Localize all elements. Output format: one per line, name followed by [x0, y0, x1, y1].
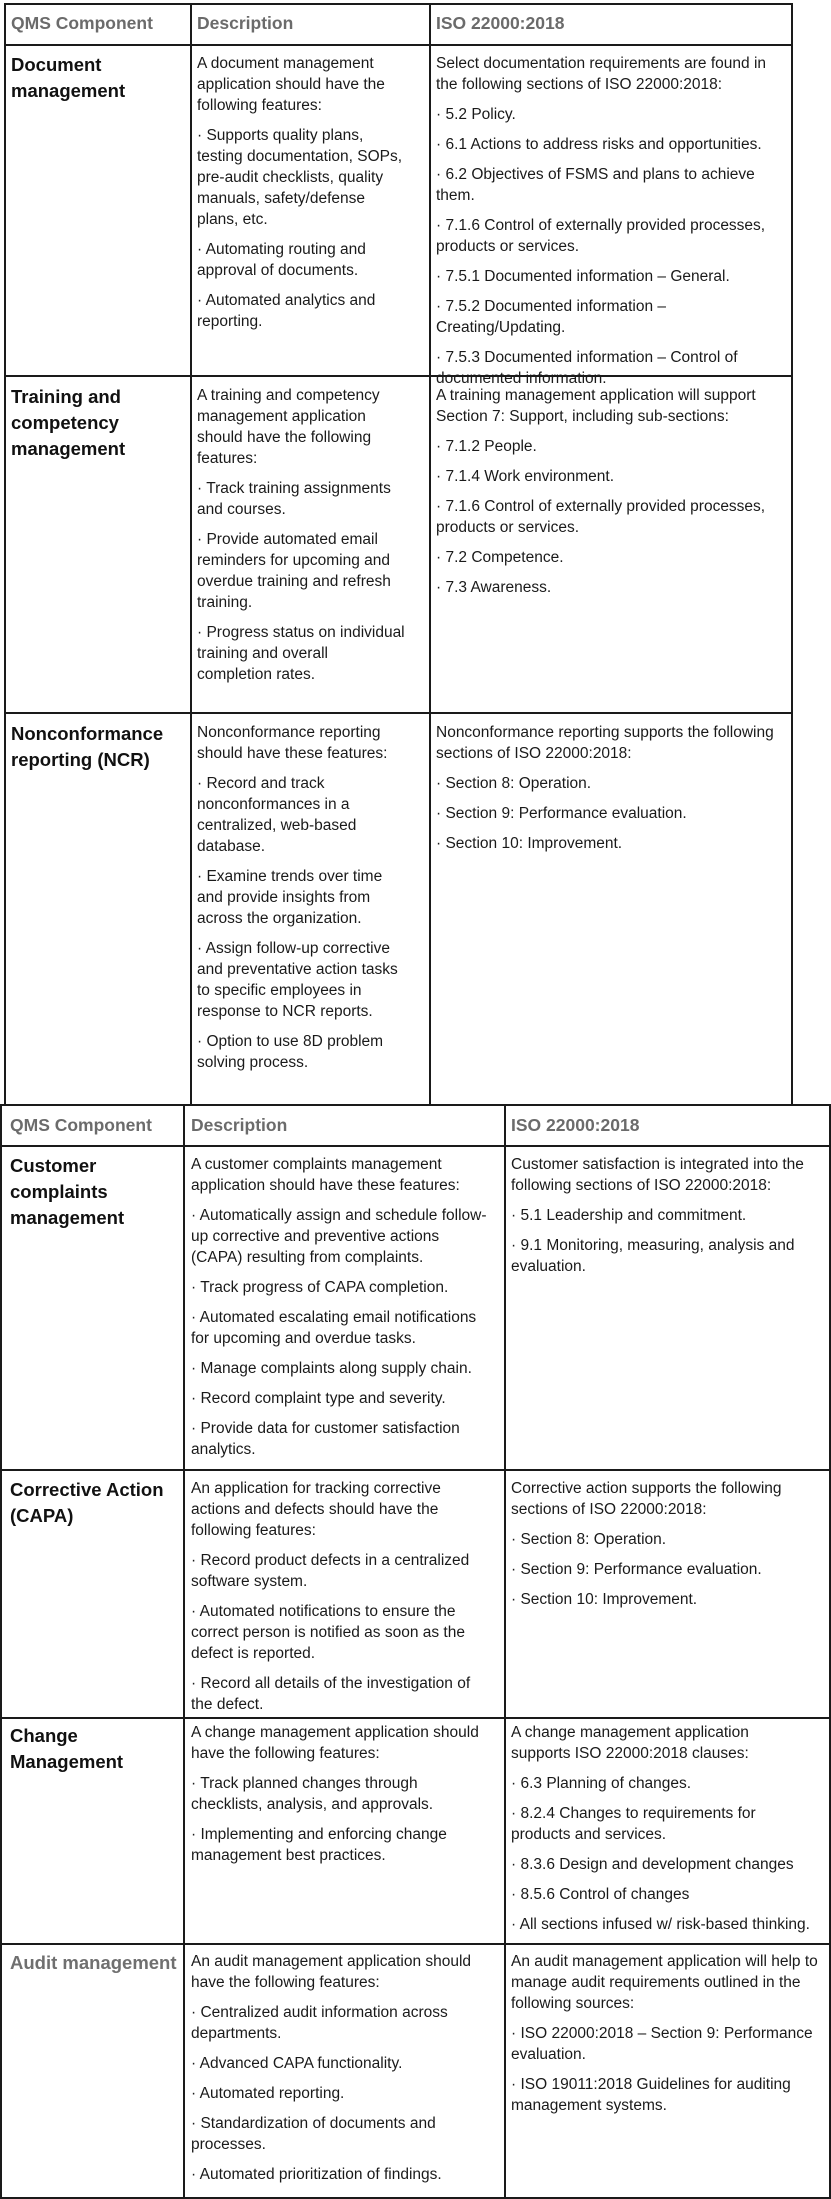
- description-bullet: · Progress status on individual training and overall completion rates.: [197, 624, 405, 683]
- description-bullet: · Automatically assign and schedule follow-up corrective and preventive actions (CAPA) resulting from complaints.: [191, 1207, 487, 1266]
- component-training-competency: Training and competency management: [11, 386, 126, 459]
- description-bullet: · Option to use 8D problem solving process.: [197, 1033, 384, 1071]
- iso-text: Nonconformance reporting supports the following sections of ISO 22000:2018:: [436, 724, 774, 762]
- iso-bullet: · 7.1.6 Control of externally provided processes, products or services.: [436, 498, 766, 536]
- iso-bullet: · Section 8: Operation.: [436, 775, 592, 792]
- description-cell: [197, 53, 425, 341]
- component-customer-complaints: Customer complaints management: [10, 1155, 125, 1228]
- iso-cell: [511, 1722, 827, 1944]
- iso-bullet: · ISO 22000:2018 – Section 9: Performance evaluation.: [511, 2025, 813, 2063]
- description-bullet: · Manage complaints along supply chain.: [191, 1360, 472, 1377]
- iso-bullet: · 7.5.3 Documented information – Control of documented information.: [436, 349, 738, 387]
- header-iso: ISO 22000:2018: [436, 13, 565, 33]
- table-rule: [0, 1145, 831, 1147]
- iso-bullet: · 6.2 Objectives of FSMS and plans to achieve them.: [436, 166, 755, 204]
- description-bullet: · Record product defects in a centralized software system.: [191, 1552, 470, 1590]
- iso-cell: [436, 385, 788, 607]
- iso-bullet: · 7.1.6 Control of externally provided processes, products or services.: [436, 217, 766, 255]
- component-document-management: Document management: [11, 54, 126, 101]
- iso-cell: [511, 1951, 827, 2125]
- component-corrective-action: Corrective Action (CAPA): [10, 1479, 164, 1526]
- description-bullet: · Advanced CAPA functionality.: [191, 2055, 403, 2072]
- table-rule: [504, 1104, 506, 2198]
- iso-cell: [511, 1154, 827, 1286]
- description-bullet: · Record all details of the investigation of the defect.: [191, 1675, 471, 1713]
- description-bullet: · Automated escalating email notifications for upcoming and overdue tasks.: [191, 1309, 477, 1347]
- iso-cell: [511, 1478, 827, 1619]
- component-nonconformance: Nonconformance reporting (NCR): [11, 723, 164, 770]
- description-bullet: · Provide data for customer satisfaction analytics.: [191, 1420, 460, 1458]
- description-bullet: · Track planned changes through checklists, analysis, and approvals.: [191, 1775, 434, 1813]
- header-qms-component: QMS Component: [11, 13, 153, 33]
- header-qms-component: QMS Component: [10, 1115, 152, 1135]
- iso-bullet: · Section 10: Improvement.: [511, 1591, 698, 1608]
- description-bullet: · Centralized audit information across departments.: [191, 2004, 448, 2042]
- description-bullet: · Track training assignments and courses.: [197, 480, 391, 518]
- iso-bullet: · 8.2.4 Changes to requirements for products and services.: [511, 1805, 756, 1843]
- iso-text: Corrective action supports the following sections of ISO 22000:2018:: [511, 1480, 782, 1518]
- iso-bullet: · 5.2 Policy.: [436, 106, 516, 123]
- table-rule: [0, 1469, 831, 1471]
- iso-bullet: · All sections infused w/ risk-based thinking.: [511, 1916, 810, 1933]
- iso-cell: [436, 722, 788, 863]
- iso-text: Select documentation requirements are found in the following sections of ISO 22000:2018:: [436, 55, 767, 93]
- table-rule: [791, 3, 793, 1104]
- description-bullet: · Standardization of documents and processes.: [191, 2115, 436, 2153]
- iso-bullet: · 7.1.2 People.: [436, 438, 537, 455]
- description-text: A change management application should have the following features:: [191, 1724, 479, 1762]
- description-cell: [197, 722, 425, 1082]
- iso-bullet: · 8.3.6 Design and development changes: [511, 1856, 794, 1873]
- iso-bullet: · 7.1.4 Work environment.: [436, 468, 615, 485]
- iso-bullet: · 7.3 Awareness.: [436, 579, 552, 596]
- iso-bullet: · 9.1 Monitoring, measuring, analysis and evaluation.: [511, 1237, 795, 1275]
- table-rule: [4, 3, 792, 5]
- description-text: A document management application should have the following features:: [197, 55, 385, 114]
- description-text: An application for tracking corrective actions and defects should have the following features:: [191, 1480, 441, 1539]
- description-bullet: · Record and track nonconformances in a centralized, web-based database.: [197, 775, 357, 855]
- description-bullet: · Implementing and enforcing change management best practices.: [191, 1826, 447, 1864]
- table-rule: [429, 3, 431, 1104]
- table-rule: [0, 1104, 831, 1106]
- description-text: A training and competency management application should have the following features:: [197, 387, 380, 467]
- header-iso: ISO 22000:2018: [511, 1115, 640, 1135]
- iso-bullet: · 7.2 Competence.: [436, 549, 564, 566]
- table-rule: [183, 1104, 185, 2198]
- iso-bullet: · 5.1 Leadership and commitment.: [511, 1207, 747, 1224]
- description-bullet: · Automated notifications to ensure the correct person is notified as soon as the defect is reported.: [191, 1603, 465, 1662]
- description-cell: [197, 385, 425, 694]
- iso-bullet: · Section 9: Performance evaluation.: [436, 805, 687, 822]
- header-description: Description: [197, 13, 294, 33]
- component-change-management: Change Management: [10, 1725, 124, 1772]
- iso-bullet: · 6.1 Actions to address risks and opportunities.: [436, 136, 762, 153]
- table-rule: [4, 712, 792, 714]
- table-rule: [829, 1104, 831, 2198]
- description-bullet: · Automating routing and approval of documents.: [197, 241, 366, 279]
- table-rule: [0, 2197, 831, 2199]
- table-rule: [190, 3, 192, 1104]
- description-text: An audit management application should have the following features:: [191, 1953, 472, 1991]
- component-audit-management: Audit management: [10, 1952, 177, 1973]
- description-cell: [191, 1722, 501, 1875]
- iso-text: An audit management application will help to manage audit requirements outlined in the following sources:: [511, 1953, 818, 2012]
- iso-bullet: · Section 10: Improvement.: [436, 835, 623, 852]
- description-cell: [191, 1154, 501, 1469]
- description-text: A customer complaints management application should have these features:: [191, 1156, 460, 1194]
- description-cell: [191, 1478, 501, 1724]
- description-bullet: · Examine trends over time and provide insights from across the organization.: [197, 868, 383, 927]
- table-rule: [4, 44, 792, 46]
- description-bullet: · Assign follow-up corrective and preventative action tasks to specific employees in response to NCR reports.: [197, 940, 398, 1020]
- iso-bullet: · Section 9: Performance evaluation.: [511, 1561, 762, 1578]
- iso-text: A change management application supports ISO 22000:2018 clauses:: [511, 1724, 749, 1762]
- description-cell: [191, 1951, 501, 2194]
- iso-bullet: · 8.5.6 Control of changes: [511, 1886, 690, 1903]
- description-text: Nonconformance reporting should have these features:: [197, 724, 388, 762]
- table-rule: [0, 1104, 2, 2198]
- iso-bullet: · 7.5.2 Documented information – Creating/Updating.: [436, 298, 667, 336]
- iso-text: Customer satisfaction is integrated into the following sections of ISO 22000:2018:: [511, 1156, 804, 1194]
- iso-text: A training management application will support Section 7: Support, including sub-sections:: [436, 387, 756, 425]
- iso-bullet: · ISO 19011:2018 Guidelines for auditing management systems.: [511, 2076, 791, 2114]
- iso-bullet: · 6.3 Planning of changes.: [511, 1775, 692, 1792]
- iso-bullet: · Section 8: Operation.: [511, 1531, 667, 1548]
- iso-cell: [436, 53, 788, 398]
- description-bullet: · Track progress of CAPA completion.: [191, 1279, 449, 1296]
- description-bullet: · Supports quality plans, testing documentation, SOPs, pre-audit checklists, quality manuals, safety/defense plans, etc.: [197, 127, 403, 228]
- header-description: Description: [191, 1115, 288, 1135]
- table-rule: [4, 3, 6, 1104]
- description-bullet: · Provide automated email reminders for upcoming and overdue training and refresh training.: [197, 531, 391, 611]
- iso-bullet: · 7.5.1 Documented information – General.: [436, 268, 730, 285]
- description-bullet: · Automated prioritization of findings.: [191, 2166, 442, 2183]
- description-bullet: · Automated analytics and reporting.: [197, 292, 376, 330]
- description-bullet: · Record complaint type and severity.: [191, 1390, 446, 1407]
- description-bullet: · Automated reporting.: [191, 2085, 345, 2102]
